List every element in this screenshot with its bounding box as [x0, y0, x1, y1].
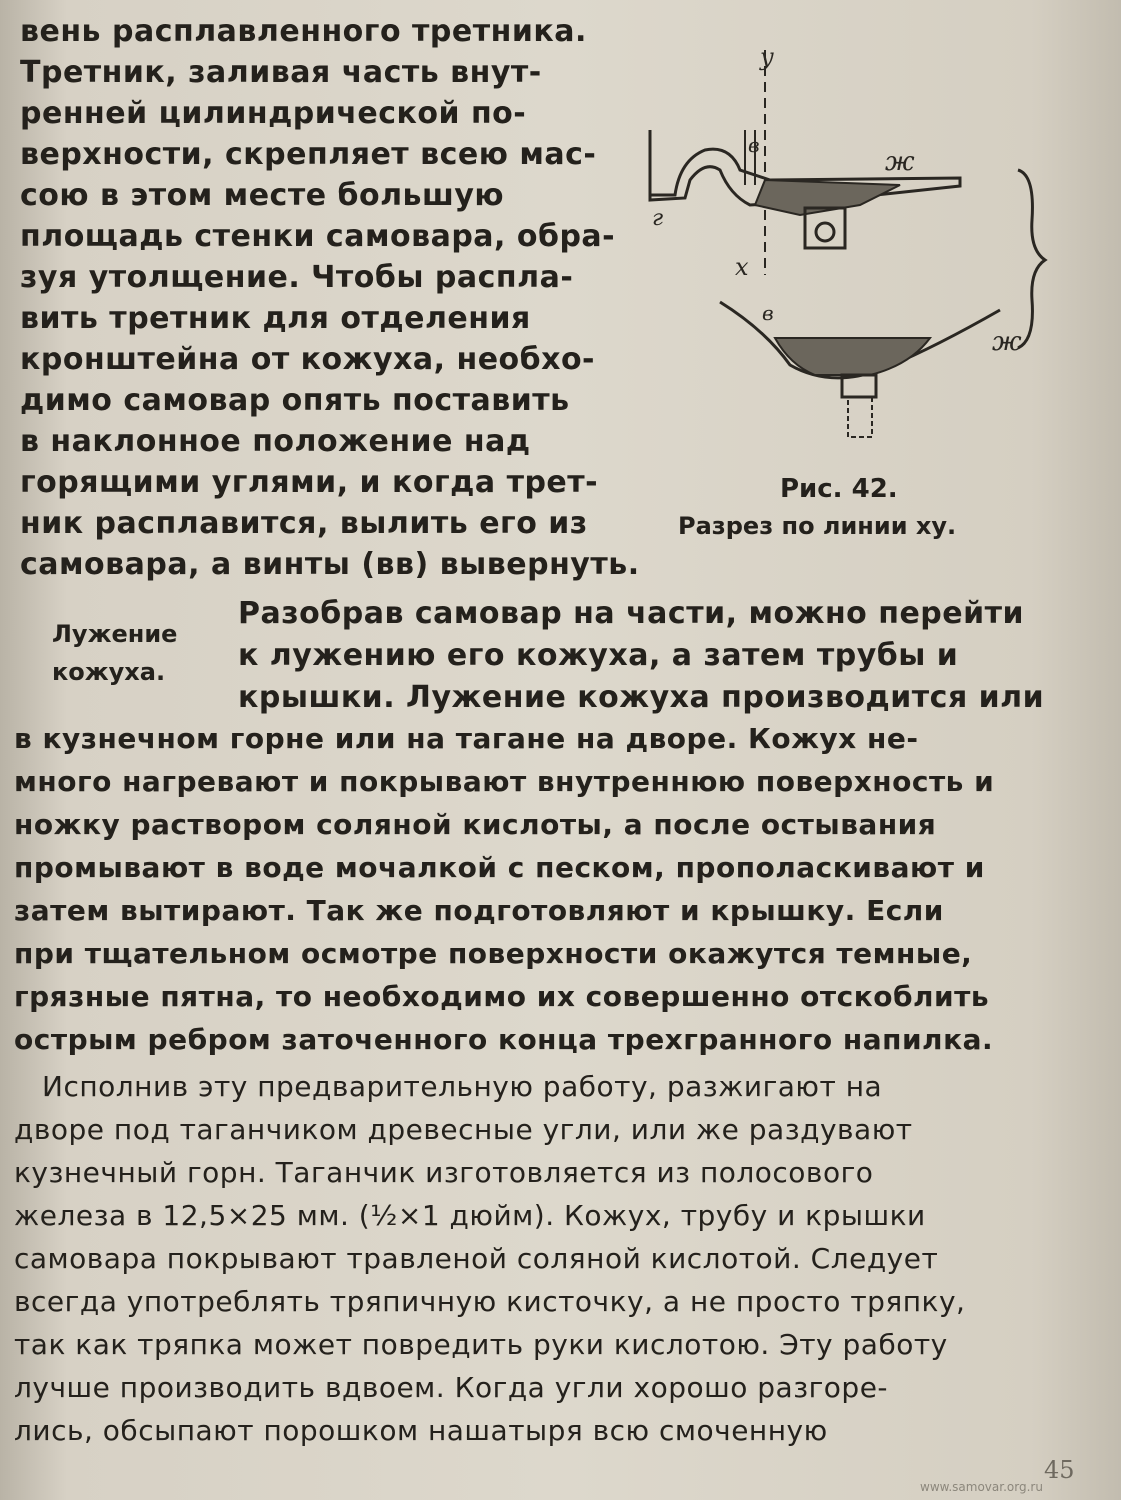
text-line: затем вытирают. Так же подготовляют и крышку. Если: [14, 894, 944, 927]
text-line: верхности, скрепляет всею мас-: [20, 137, 597, 172]
text-line: зуя утолщение. Чтобы распла-: [20, 260, 574, 295]
figure-42-drawing: [630, 20, 1070, 460]
label-v-top: в: [748, 133, 760, 157]
text-line: промывают в воде мочалкой с песком, прополаскивают и: [14, 851, 985, 884]
watermark: www.samovar.org.ru: [920, 1480, 1043, 1494]
text-line: площадь стенки самовара, обра-: [20, 219, 616, 254]
text-line: кузнечный горн. Таганчик изготовляется из полосового: [14, 1156, 874, 1189]
text-line: вить третник для отделения: [20, 301, 531, 336]
text-line: сою в этом месте большую: [20, 178, 505, 213]
text-line: так как тряпка может повредить руки кислотою. Эту работу: [14, 1328, 948, 1361]
label-zh-bottom: ж: [992, 327, 1022, 357]
text-line: в кузнечном горне или на тагане на дворе. Кожух не-: [14, 722, 919, 755]
label-y: у: [760, 43, 774, 71]
text-line: кронштейна от кожуха, необхо-: [20, 342, 596, 377]
text-line: Исполнив эту предварительную работу, разжигают на: [42, 1070, 883, 1103]
text-line: к лужению его кожуха, а затем трубы и: [238, 638, 959, 673]
side-heading-line: кожуха.: [52, 658, 166, 686]
text-line: вень расплавленного третника.: [20, 14, 587, 49]
text-line: при тщательном осмотре поверхности окажутся темные,: [14, 937, 973, 970]
brace-icon: [1018, 170, 1045, 348]
side-heading-line: Лужение: [52, 620, 178, 648]
text-line: грязные пятна, то необходимо их совершенно отскоблить: [14, 980, 990, 1013]
text-line: самовара, а винты (вв) вывернуть.: [20, 547, 640, 582]
text-line: димо самовар опять поставить: [20, 383, 570, 418]
label-zh-top: ж: [885, 147, 915, 177]
figure-caption: Разрез по линии ху.: [678, 512, 957, 540]
label-x: х: [735, 253, 749, 281]
text-line: ник расплавится, вылить его из: [20, 506, 588, 541]
text-line: железа в 12,5×25 мм. (½×1 дюйм). Кожух, трубу и крышки: [14, 1199, 926, 1232]
text-line: самовара покрывают травленой соляной кислотой. Следует: [14, 1242, 939, 1275]
text-line: ножку раствором соляной кислоты, а после остывания: [14, 808, 937, 841]
text-line: дворе под таганчиком древесные угли, или же раздувают: [14, 1113, 913, 1146]
page-number: 45: [1044, 1456, 1075, 1484]
text-line: в наклонное положение над: [20, 424, 531, 459]
text-line: горящими углями, и когда трет-: [20, 465, 599, 500]
text-line: лись, обсыпают порошком нашатыря всю смоченную: [14, 1414, 828, 1447]
text-line: Разобрав самовар на части, можно перейти: [238, 596, 1025, 631]
text-line: всегда употреблять тряпичную кисточку, а не просто тряпку,: [14, 1285, 966, 1318]
label-v-bottom: в: [762, 301, 774, 325]
label-g: г: [652, 206, 664, 231]
text-line: Третник, заливая часть внут-: [20, 55, 542, 90]
text-line: лучше производить вдвоем. Когда угли хорошо разгоре-: [14, 1371, 889, 1404]
text-line: острым ребром заточенного конца трехгранного напилка.: [14, 1023, 994, 1056]
text-line: много нагревают и покрывают внутреннюю поверхность и: [14, 765, 995, 798]
text-line: крышки. Лужение кожуха производится или: [238, 680, 1045, 715]
figure-number: Рис. 42.: [780, 474, 898, 504]
text-line: ренней цилиндрической по-: [20, 96, 527, 131]
